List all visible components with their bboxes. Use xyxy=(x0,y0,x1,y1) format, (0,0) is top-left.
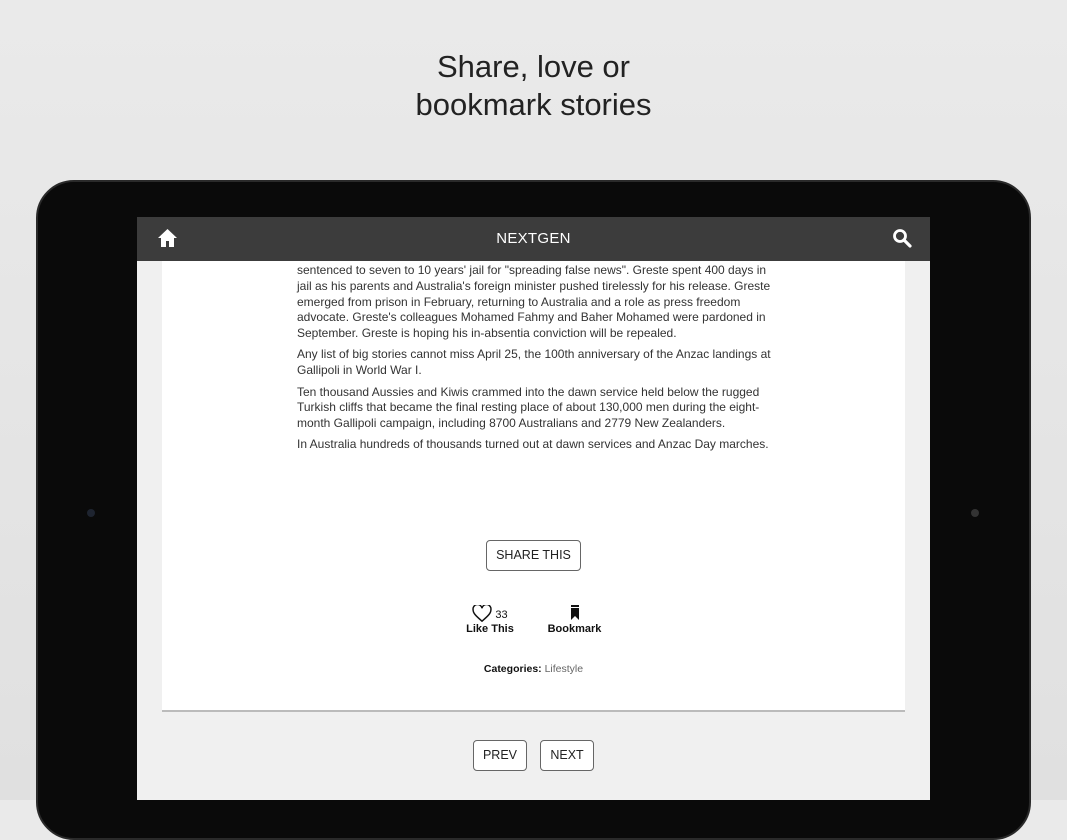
heart-icon xyxy=(472,605,492,622)
category-link[interactable]: Lifestyle xyxy=(544,663,584,675)
bookmark-button[interactable] xyxy=(542,605,607,635)
like-button[interactable] xyxy=(460,605,520,635)
article-paragraph: Any list of big stories cannot miss April 25, the 100th anniversary of the Anzac landings at Gallipoli in World War I. xyxy=(297,347,771,378)
article-paragraph: Ten thousand Aussies and Kiwis crammed into the dawn service held below the rugged Turkish cliffs that became the final resting place of about 130,000 men during the eight-month Gallipoli campaign, including 8700 Australians and 2779 New Zealanders. xyxy=(297,384,760,431)
app-screen xyxy=(137,217,930,800)
article-paragraph: In Australia hundreds of thousands turned out at dawn services and Anzac Day marches. xyxy=(297,437,769,452)
like-count: 33 xyxy=(495,609,508,621)
headline-line-1: Share, love or xyxy=(437,49,630,84)
like-label: Like This xyxy=(466,623,514,635)
headline-line-2: bookmark stories xyxy=(415,87,652,122)
sensor-dot xyxy=(971,509,979,517)
next-button[interactable]: NEXT xyxy=(540,740,594,771)
camera-dot xyxy=(87,509,95,517)
bookmark-label: Bookmark xyxy=(547,623,602,635)
search-icon[interactable] xyxy=(892,228,912,253)
article-paragraph: sentenced to seven to 10 years' jail for "spreading false news". Greste spent 400 days in jail as his parents and Australia's foreign minister pushed tirelessly for his release. Greste emerged from prison in February, returning to Australia and a role as press freedom advocate. Greste's colleagues Mohamed Fahmy and Baher Mohamed were pardoned in September. Greste is hoping his in-absentia conviction will be repealed. xyxy=(297,263,771,341)
app-title: NEXTGEN xyxy=(496,230,571,247)
bookmark-icon xyxy=(570,605,580,620)
share-button[interactable]: SHARE THIS xyxy=(486,540,581,571)
categories xyxy=(162,663,905,675)
app-toolbar xyxy=(137,217,930,261)
categories-label: Categories: xyxy=(483,663,542,675)
article-card xyxy=(162,261,905,712)
promo-headline xyxy=(0,48,1067,124)
article-body xyxy=(297,263,777,459)
prev-button[interactable]: PREV xyxy=(473,740,527,771)
